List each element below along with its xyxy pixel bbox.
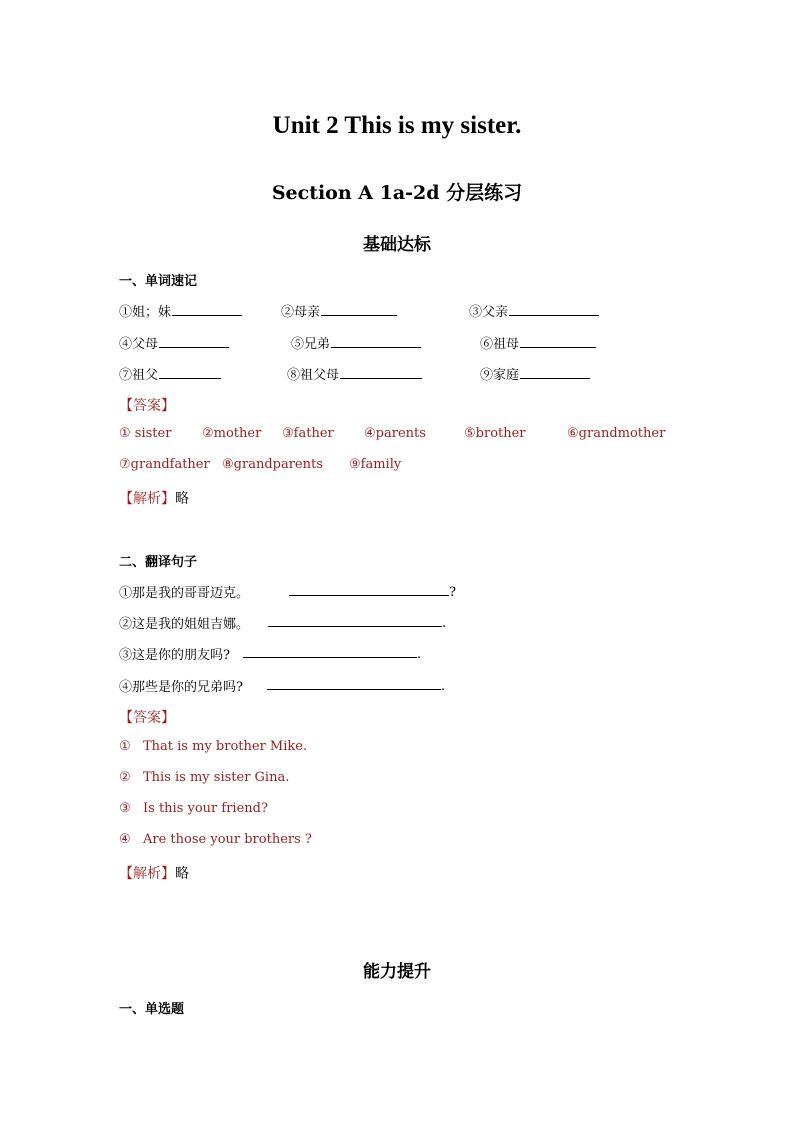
vocab-row-1	[119, 301, 679, 321]
answer-blank[interactable]	[340, 365, 422, 379]
vocab-item: ⑦祖父	[119, 364, 221, 383]
answer-blank[interactable]	[267, 676, 441, 690]
section-heading-vocabulary: 一、单词速记	[119, 274, 198, 289]
translate-answer: ① That is my brother Mike.	[119, 739, 308, 754]
vocab-item: ③父亲	[469, 301, 599, 320]
answer-blank[interactable]	[321, 302, 397, 316]
translate-answer: ③ Is this your friend?	[119, 801, 268, 816]
answer-item: ⑥grandmother	[567, 426, 666, 441]
vocab-item: ②母亲	[281, 301, 397, 320]
vocab-item: ①姐；妹	[119, 301, 242, 320]
translate-item-4: ④那些是你的兄弟吗? .	[119, 676, 519, 696]
page-title: Unit 2 This is my sister.	[272, 112, 522, 139]
analysis-line: 【解析】略	[119, 491, 189, 507]
vocab-item: ⑤兄弟	[291, 333, 421, 352]
answer-blank[interactable]	[159, 334, 229, 348]
vocab-item: ⑥祖母	[480, 333, 596, 352]
level-heading-advanced: 能力提升	[363, 962, 431, 982]
answer-item: ④parents	[364, 426, 426, 441]
answer-blank[interactable]	[520, 365, 590, 379]
answer-item: ②mother	[202, 426, 262, 441]
translate-answer: ② This is my sister Gina.	[119, 770, 290, 785]
vocab-item: ④父母	[119, 333, 229, 352]
section-heading-translation: 二、翻译句子	[119, 555, 198, 570]
answer-tag: 【答案】	[119, 710, 175, 726]
answer-blank[interactable]	[172, 302, 242, 316]
translate-answer: ④ Are those your brothers ?	[119, 832, 312, 847]
vocab-item: ⑧祖父母	[287, 364, 422, 383]
answer-blank[interactable]	[331, 334, 421, 348]
section-subtitle: Section A 1a-2d 分层练习	[271, 182, 523, 204]
vocab-row-3	[119, 364, 679, 384]
answer-blank[interactable]	[520, 334, 596, 348]
answer-blank[interactable]	[243, 644, 417, 658]
vocab-answers-row-2	[119, 457, 519, 477]
vocab-item: ⑨家庭	[480, 364, 590, 383]
answer-tag: 【答案】	[119, 398, 175, 414]
vocab-answers-row-1	[119, 426, 679, 446]
answer-item: ⑤brother	[464, 426, 526, 441]
answer-blank[interactable]	[509, 302, 599, 316]
answer-item: ③father	[282, 426, 334, 441]
analysis-line: 【解析】略	[119, 866, 189, 882]
answer-blank[interactable]	[159, 365, 221, 379]
level-heading-basic: 基础达标	[363, 235, 431, 255]
answer-item: ⑧grandparents	[222, 457, 323, 472]
translate-item-2: ②这是我的姐姐吉娜。 .	[119, 613, 519, 633]
answer-item: ⑨family	[349, 457, 402, 472]
vocab-row-2	[119, 333, 679, 353]
translate-item-1: ①那是我的哥哥迈克。 ?	[119, 582, 519, 602]
answer-blank[interactable]	[289, 582, 449, 596]
translate-item-3: ③这是你的朋友吗? .	[119, 644, 519, 664]
answer-blank[interactable]	[268, 613, 442, 627]
answer-item: ① sister	[119, 426, 172, 441]
section-heading-single-choice: 一、单选题	[119, 1002, 185, 1017]
answer-item: ⑦grandfather	[119, 457, 210, 472]
